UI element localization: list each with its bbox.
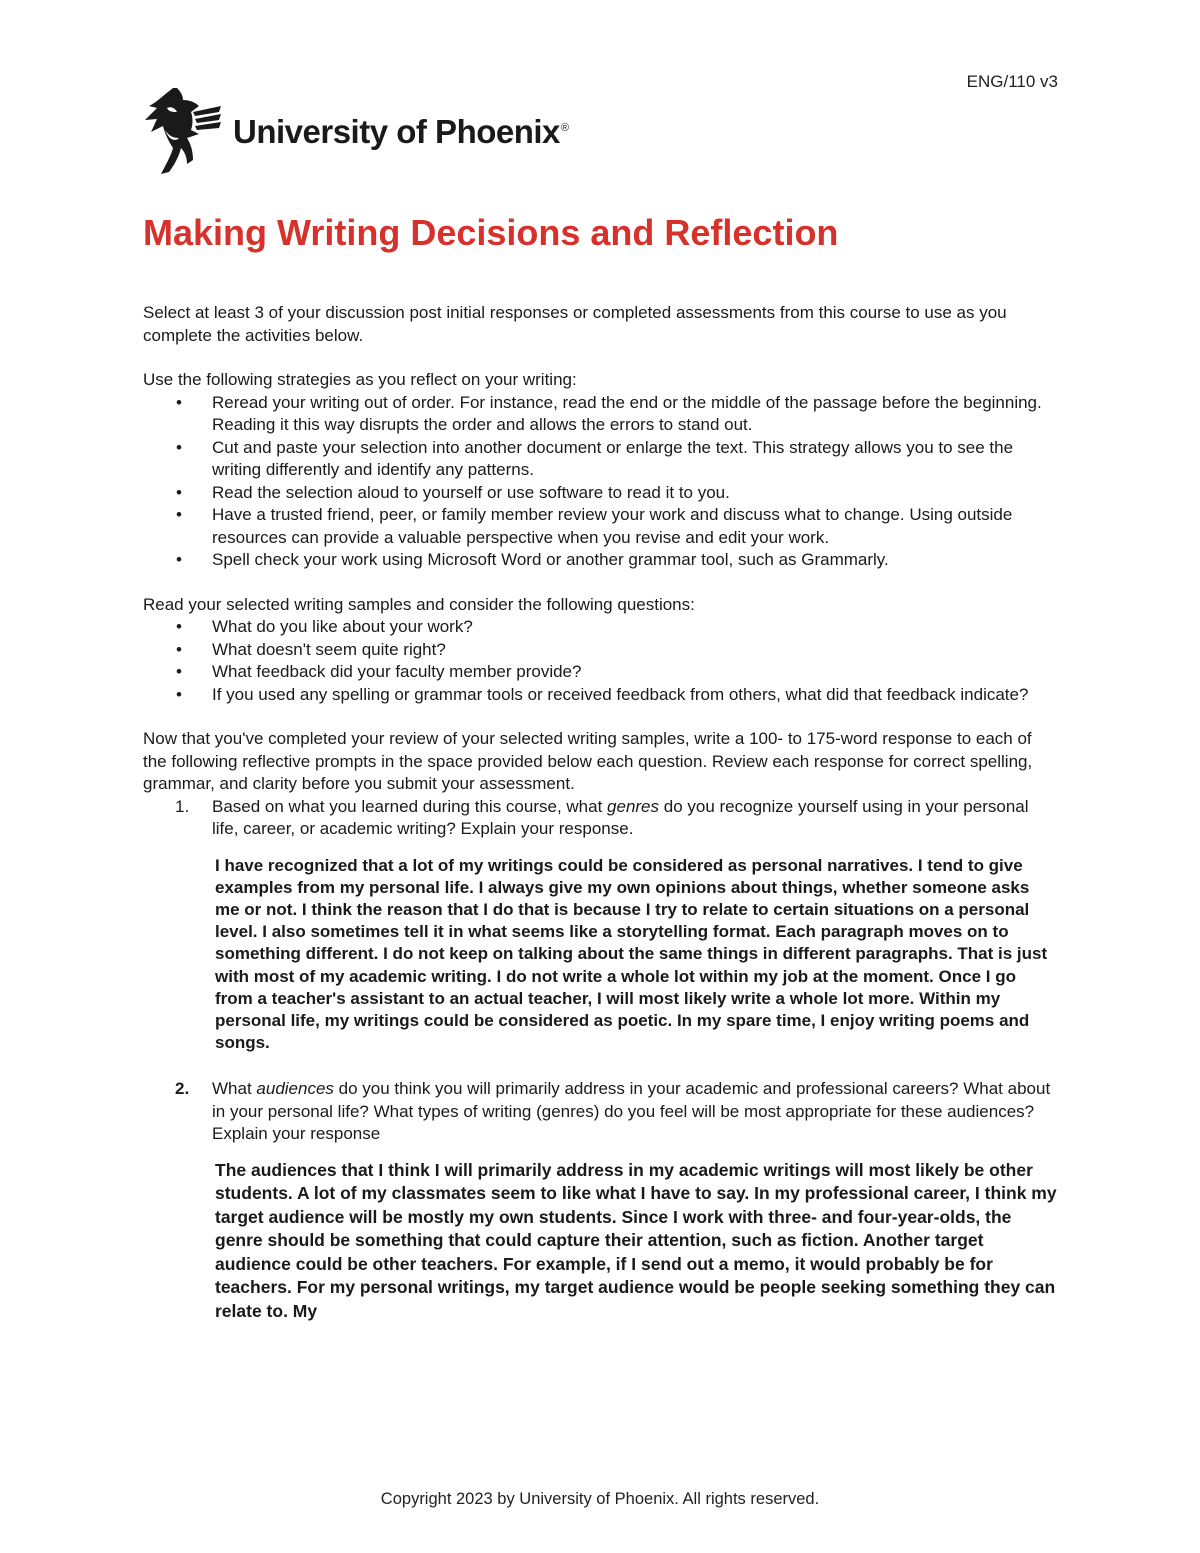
questions-list [143,616,1058,706]
list-item: • What doesn't seem quite right? [143,639,1058,662]
prompt-text-after: do you think you will primarily address in your academic and professional careers? What about in your personal life? What types of writing (genres) do you feel will be most appropriate for these audiences? Explain your response [212,1079,1051,1144]
questions-lead: Read your selected writing samples and consider the following questions: [143,594,695,614]
response-1: I have recognized that a lot of my writings could be considered as personal narratives. I tend to give examples from my personal life. I always give my own opinions about things, whether someone asks me or not. I think the reason that I do that is because I try to relate to certain situations on a personal level. I also sometimes tell it in what seems like a storytelling format. Each paragraph moves on to something different. I do not keep on talking about the same things in different paragraphs. That is just with most of my academic writing. I do not write a whole lot within my job at the moment. Once I go from a teacher's assistant to an actual teacher, I will most likely write a whole lot more. Within my personal life, my writings could be considered as poetic. In my spare time, I enjoy writing poems and songs. [215,855,1048,1053]
prompt-number: 2. [175,1079,190,1099]
list-item: • Spell check your work using Microsoft Word or another grammar tool, such as Grammarly. [143,549,1058,572]
list-item: • What do you like about your work? [143,616,1058,639]
list-item: • What feedback did your faculty member provide? [143,661,1058,684]
logo-wordmark [233,113,569,151]
prompt-number: 1. [175,796,190,816]
intro-paragraph: Select at least 3 of your discussion post initial responses or completed assessments from this course to use as you complete the activities below. [143,303,1007,345]
list-item: • Reread your writing out of order. For instance, read the end or the middle of the passage before the beginning. Reading it this way disrupts the order and allows the errors to stand out. [143,392,1058,437]
phoenix-bird-icon [143,86,223,178]
list-item: • Read the selection aloud to yourself or use software to read it to you. [143,482,1058,505]
document-body [143,302,1058,1323]
prompt-text-before: Based on what you learned during this course, what [212,796,608,816]
strategies-list [143,392,1058,572]
response-2: The audiences that I think I will primarily address in my academic writings will most likely be other students. A lot of my classmates seem to like what I have to say. In my professional career, I think my target audience will be mostly my own students. Since I work with three- and four-year-olds, the genre should be something that could capture their attention, such as fiction. Another target audience could be other teachers. For example, if I send out a memo, it would probably be for teachers. For my personal writings, my target audience would be people seeking something they can relate to. My [215,1159,1057,1321]
prompt-2 [143,1078,1058,1323]
prompt-emphasis: audiences [256,1079,334,1099]
university-logo [143,86,569,178]
list-item: • If you used any spelling or grammar tools or received feedback from others, what did that feedback indicate? [143,684,1058,707]
prompt-1 [143,796,1058,1055]
logo-text: University of Phoenix [233,113,560,150]
prompt-text-after: do you recognize yourself using in your personal life, career, or academic writing? Explain your response. [212,796,1029,838]
copyright-footer: Copyright 2023 by University of Phoenix. All rights reserved. [380,1490,820,1508]
registered-mark: ® [560,122,569,134]
prompt-emphasis: genres [607,796,660,816]
strategies-lead: Use the following strategies as you reflect on your writing: [143,370,577,389]
prompt-text-before: What [212,1079,257,1099]
list-item: • Cut and paste your selection into another document or enlarge the text. This strategy allows you to see the writing differently and identify any patterns. [143,437,1058,482]
page-title: Making Writing Decisions and Reflection [143,212,839,253]
document-code: ENG/110 v3 [966,72,1058,91]
list-item: • Have a trusted friend, peer, or family member review your work and discuss what to change. Using outside resources can provide a valuable perspective when you revise and edit your work. [143,504,1058,549]
instructions-paragraph: Now that you've completed your review of your selected writing samples, write a 100- to 175-word response to each of the following reflective prompts in the space provided below each question. Review each response for correct spelling, grammar, and clarity before you submit your assessment. [143,729,1033,793]
